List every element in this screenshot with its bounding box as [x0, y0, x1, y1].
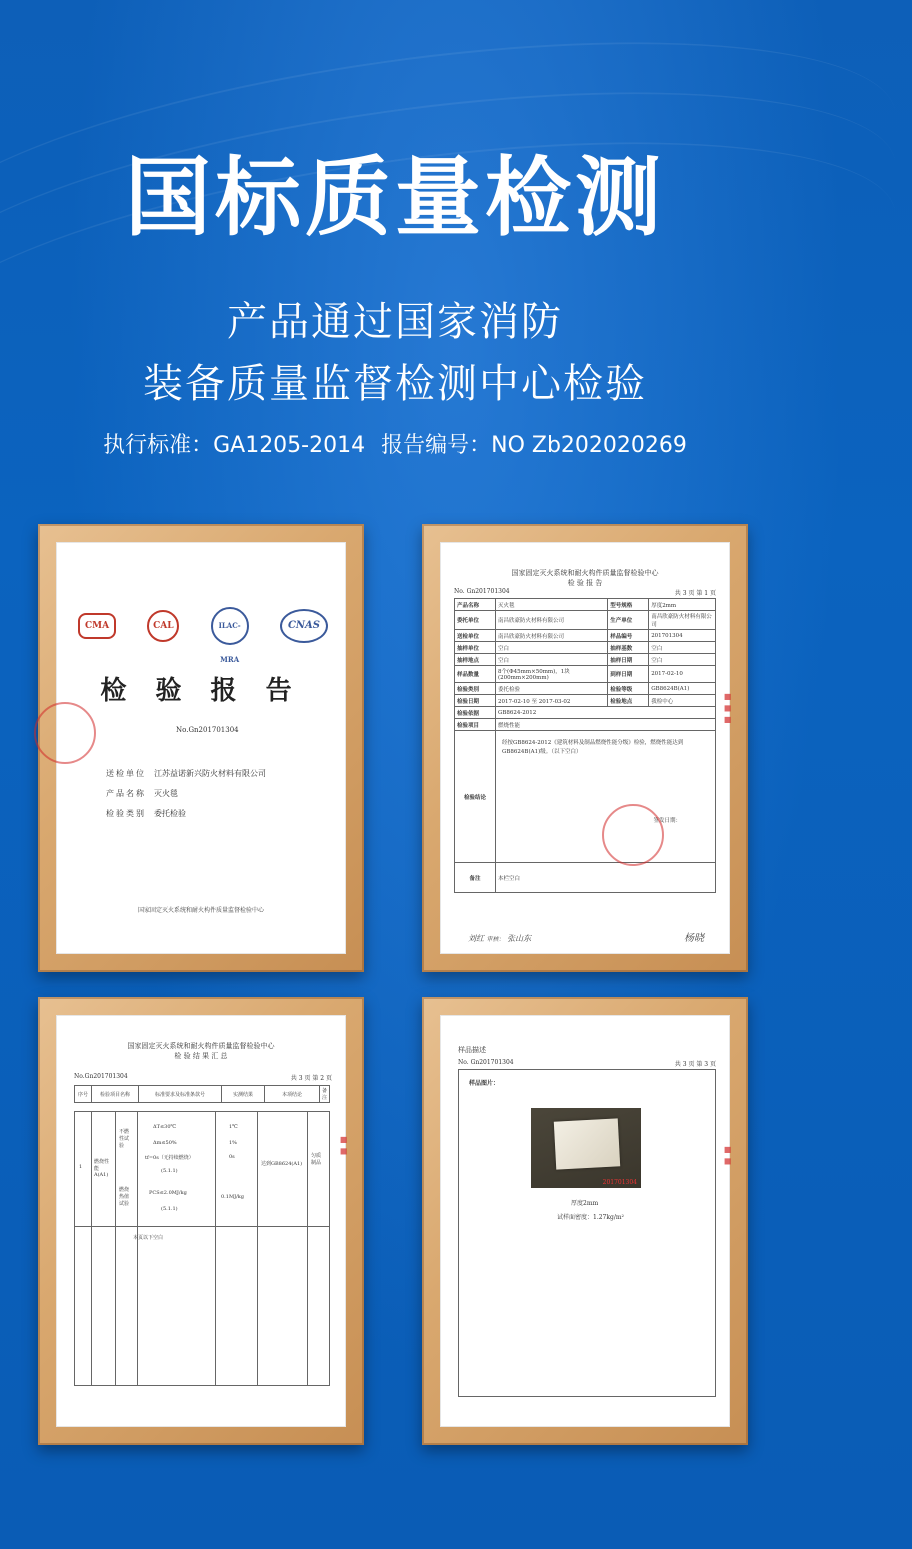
report-number: No. Gn201701304	[458, 1059, 514, 1066]
certificate-frame-sample	[422, 997, 748, 1445]
thickness-caption: 厚度2mm	[571, 1200, 599, 1207]
report-header: 国家固定灭火系统和耐火构件质量监督检验中心 检 验 报 告	[511, 569, 659, 587]
page-number: 共 3 页 第 1 页	[674, 590, 716, 597]
report-cover-page	[56, 542, 346, 954]
report-number: No. Gn201701304	[454, 588, 510, 595]
red-side-note: ■ ■	[723, 1145, 732, 1166]
red-seal-stamp	[602, 804, 664, 866]
report-number: No.Gn201701304	[74, 1073, 128, 1080]
signature-2: 杨晓	[684, 933, 704, 944]
report-number-label: 报告编号：NO Zb202020269	[381, 433, 687, 458]
cma-logo: CMA	[78, 613, 116, 639]
table-row: 备注 本栏空白	[455, 863, 716, 893]
standard-info	[0, 428, 790, 459]
sample-box	[458, 1069, 716, 1397]
certificate-frame-summary	[38, 997, 364, 1445]
page-number: 共 3 页 第 2 页	[290, 1075, 332, 1082]
standard-label: 执行标准：GA1205-2014	[103, 433, 366, 458]
sample-description-page	[440, 1015, 730, 1427]
cal-logo: CAL	[147, 610, 179, 642]
summary-header: 国家固定灭火系统和耐火构件质量监督检验中心 检 验 结 果 汇 总	[127, 1042, 275, 1060]
table-row: 抽样地点 空白 抽样日期 空白	[455, 654, 716, 666]
density-caption: 试样面密度：1.27kg/m²	[557, 1214, 624, 1221]
table-row: 抽样单位 空白 抽样基数 空白	[455, 642, 716, 654]
table-row: 检验项目 燃烧性能	[455, 719, 716, 731]
test-summary-page	[56, 1015, 346, 1427]
table-row: 产品名称 灭火毯 型号规格 厚度2mm	[455, 599, 716, 611]
red-side-note: ■ ■ ■	[723, 692, 732, 725]
cover-field: 送检单位 江苏益诺新兴防火材料有限公司	[106, 769, 266, 778]
sample-photo	[531, 1108, 641, 1188]
table-row: 检验结论 经按GB8624-2012《建筑材料及制品燃烧性能分级》检验，燃烧性能达到GB8624B(A1)级。（以下空白） 签发日期：	[455, 731, 716, 863]
report-number: No.Gn201701304	[176, 726, 239, 734]
table-row: 委托单位 南昌欣豪防火材料有限公司 生产单位 南昌欣豪防火材料有限公司	[455, 611, 716, 630]
cover-field: 检验类别 委托检验	[106, 809, 186, 818]
table-row: 送检单位 南昌欣豪防火材料有限公司 样品编号 201701304	[455, 630, 716, 642]
report-title: 检 验 报 告	[100, 676, 302, 706]
ilac-mra-logo: ILAC-MRA	[211, 607, 249, 645]
certificate-frame-report	[422, 524, 748, 972]
cover-footer: 国家固定灭火系统和耐火构件质量监督检验中心	[137, 907, 264, 914]
table-row: 检验类别 委托检验 检验等级 GB8624B(A1)	[455, 683, 716, 695]
red-seal-stamp	[34, 702, 96, 764]
cover-fields	[106, 764, 266, 824]
page-title: 国标质量检测	[125, 148, 665, 248]
signature-1: 刘红 审核： 张山东	[468, 934, 532, 943]
report-table	[454, 598, 716, 893]
table-row: 检验日期 2017-02-10 至 2017-03-02 检验地点 我检中心	[455, 695, 716, 707]
photo-number: 201701304	[602, 1179, 637, 1186]
summary-table-body: 1 燃烧性能A(A1) 不燃性试验 燃烧热值试验 ΔT≤30℃ Δm≤50% tf=0s（无持续燃烧） (5.1.1) PCS≤2.0MJ/kg (5.1.1) 1℃ 1% 0s 0.1MJ/kg 达到GB8624(A1) 匀质制品 本页以下空白	[74, 1111, 330, 1386]
report-detail-page	[440, 542, 730, 954]
cnas-logo: CNAS	[280, 609, 328, 643]
sample-label: 样品图片：	[469, 1080, 500, 1087]
certification-logos	[78, 606, 328, 664]
table-row: 序号 检验项目名称 标准要求及标准条款号 实测结果 本项结论 备注	[75, 1086, 330, 1103]
fire-blanket-sample	[554, 1118, 620, 1169]
red-side-note: ■ ■	[339, 1135, 348, 1156]
page-number: 共 3 页 第 3 页	[674, 1061, 716, 1068]
table-row: 检验依据 GB8624-2012	[455, 707, 716, 719]
table-row: 样品数量 8个(Φ45mm×50mm)，1块(200mm×200mm) 到样日期 2017-02-10	[455, 666, 716, 683]
sample-title: 样品描述	[458, 1046, 486, 1054]
subtitle-line-2: 装备质量监督检测中心检验	[143, 361, 647, 407]
cover-field: 产品名称 灭火毯	[106, 789, 178, 798]
subtitle-line-1: 产品通过国家消防	[227, 299, 563, 345]
certificate-frame-cover	[38, 524, 364, 972]
summary-header-row	[74, 1085, 330, 1103]
